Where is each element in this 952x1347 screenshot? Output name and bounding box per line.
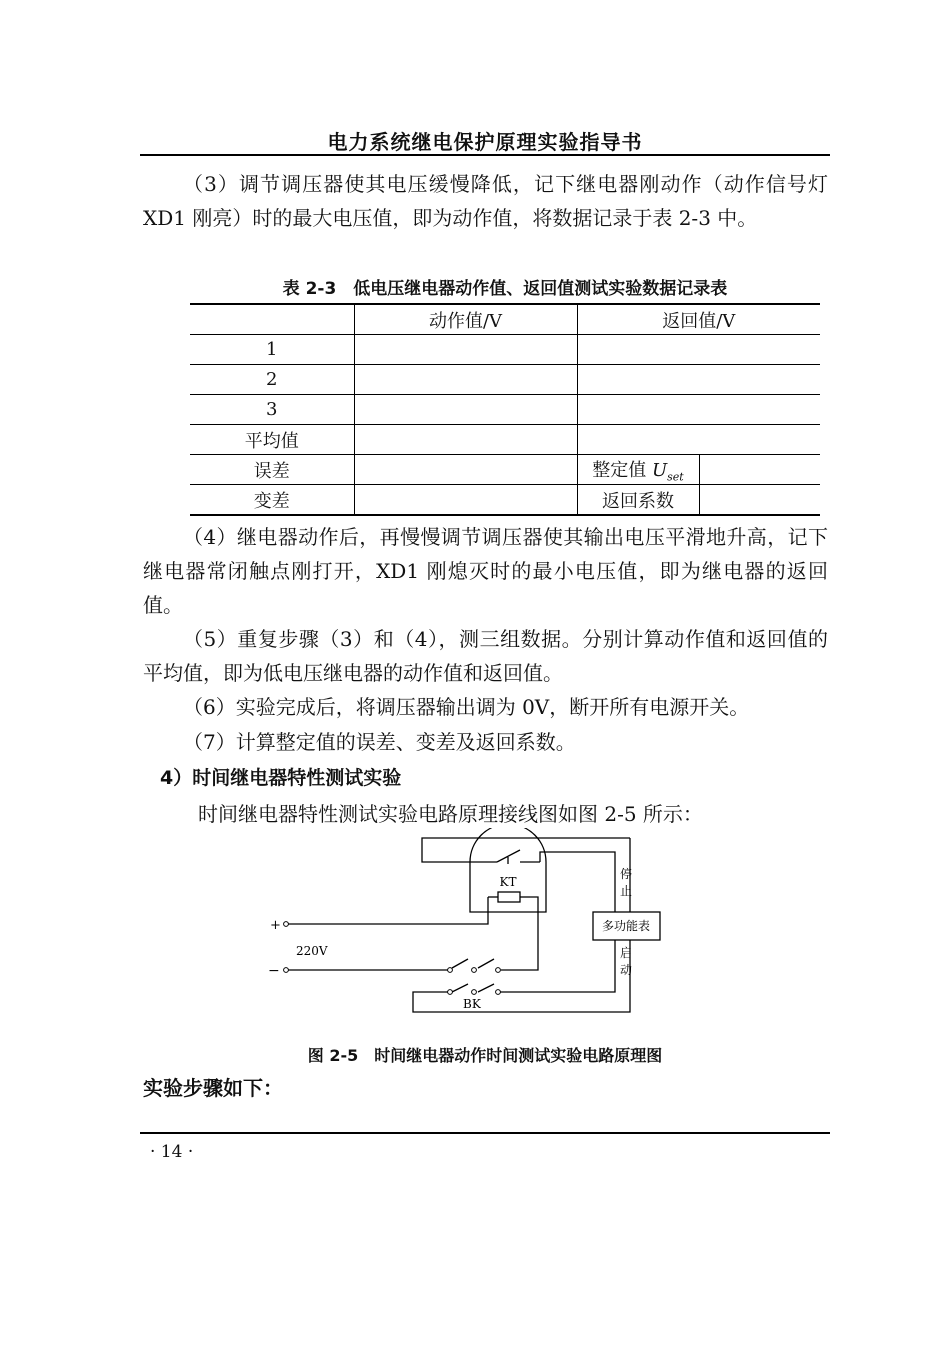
plus-sign: + xyxy=(270,918,281,933)
paragraph-step-5: （5）重复步骤（3）和（4），测三组数据。分别计算动作值和返回值的平均值，即为低电压继电器的动作值和返回值。 xyxy=(143,627,828,685)
setting-symbol: $U_{set}$ xyxy=(651,459,684,484)
steps-heading: 实验步骤如下： xyxy=(143,1076,283,1100)
row-label-error: 误差 xyxy=(190,455,354,485)
relay-coil xyxy=(498,892,520,902)
table-cell xyxy=(577,335,820,365)
table-row xyxy=(190,485,820,516)
wire-bk-lower xyxy=(413,940,633,1012)
data-record-table xyxy=(190,303,820,516)
stop-label-2: 止 xyxy=(620,884,633,898)
voltage-label: 220V xyxy=(296,944,328,958)
page-number: · 14 · xyxy=(150,1142,194,1162)
relay-label: KT xyxy=(499,875,517,889)
table-cell xyxy=(354,425,577,455)
row-label-2: 2 xyxy=(190,365,354,395)
table-cell xyxy=(577,425,820,455)
setting-label-text: 整定值 xyxy=(592,459,652,481)
table-cell xyxy=(577,365,820,395)
setting-value-label xyxy=(577,455,699,485)
table-cell xyxy=(354,485,577,516)
wire-stop xyxy=(540,852,615,912)
circuit-diagram xyxy=(260,828,680,1020)
setting-subscript: set xyxy=(667,470,684,484)
switch-bk-blade-1 xyxy=(452,984,468,992)
table-cell xyxy=(354,455,577,485)
section-intro: 时间继电器特性测试实验电路原理接线图如图 2-5 所示： xyxy=(198,802,703,826)
section-heading: 4）时间继电器特性测试实验 xyxy=(160,767,402,789)
paragraph-step-7: （7）计算整定值的误差、变差及返回系数。 xyxy=(183,730,576,754)
switch-blade-2 xyxy=(478,959,494,968)
table-cell xyxy=(577,395,820,425)
wire-plus xyxy=(288,897,488,924)
table-row xyxy=(190,335,820,365)
table-row xyxy=(190,455,820,485)
column-header-action-value: 动作值/V xyxy=(354,304,577,335)
table-cell xyxy=(354,395,577,425)
start-label-1: 启 xyxy=(620,946,633,960)
switch-label: BK xyxy=(463,997,481,1011)
header-rule xyxy=(140,154,830,156)
footer-rule xyxy=(140,1132,830,1134)
table-cell xyxy=(699,485,820,516)
return-coefficient-label: 返回系数 xyxy=(577,485,699,516)
meter-label: 多功能表 xyxy=(601,919,651,933)
table-row xyxy=(190,425,820,455)
table-cell xyxy=(699,455,820,485)
column-header-return-value: 返回值/V xyxy=(577,304,820,335)
table-row xyxy=(190,395,820,425)
terminal-minus xyxy=(284,968,289,973)
row-label-variation: 变差 xyxy=(190,485,354,516)
switch-bk-blade-2 xyxy=(478,984,494,992)
table-cell xyxy=(354,335,577,365)
wire-contact-loop xyxy=(422,838,500,862)
paragraph-step-6: （6）实验完成后，将调压器输出调为 0V，断开所有电源开关。 xyxy=(183,695,750,719)
wire-coil-return xyxy=(501,897,538,970)
paragraph-step-3: （3）调节调压器使其电压缓慢降低，记下继电器刚动作（动作信号灯 XD1 刚亮）时的最大电压值，即为动作值，将数据记录于表 2-3 中。 xyxy=(143,172,828,230)
row-label-3: 3 xyxy=(190,395,354,425)
table-cell xyxy=(354,365,577,395)
start-label-2: 动 xyxy=(620,963,633,977)
relay-kt-body xyxy=(470,828,546,912)
row-label-1: 1 xyxy=(190,335,354,365)
terminal-plus xyxy=(284,922,289,927)
minus-sign: − xyxy=(268,963,280,979)
figure-caption: 图 2-5 时间继电器动作时间测试实验电路原理图 xyxy=(307,1046,663,1065)
table-caption: 表 2-3 低电压继电器动作值、返回值测试实验数据记录表 xyxy=(282,279,728,299)
table-corner-cell xyxy=(190,304,354,335)
table-header-row xyxy=(190,304,820,335)
running-header: 电力系统继电保护原理实验指导书 xyxy=(327,130,643,154)
table-row xyxy=(190,365,820,395)
paragraph-step-4: （4）继电器动作后，再慢慢调节调压器使其输出电压平滑地升高，记下继电器常闭触点刚打开，XD1 刚熄灭时的最小电压值，即为继电器的返回值。 xyxy=(143,525,828,617)
switch-blade-1 xyxy=(452,959,468,968)
stop-label-1: 停 xyxy=(620,867,633,881)
row-label-average: 平均值 xyxy=(190,425,354,455)
wire-start xyxy=(498,940,615,992)
